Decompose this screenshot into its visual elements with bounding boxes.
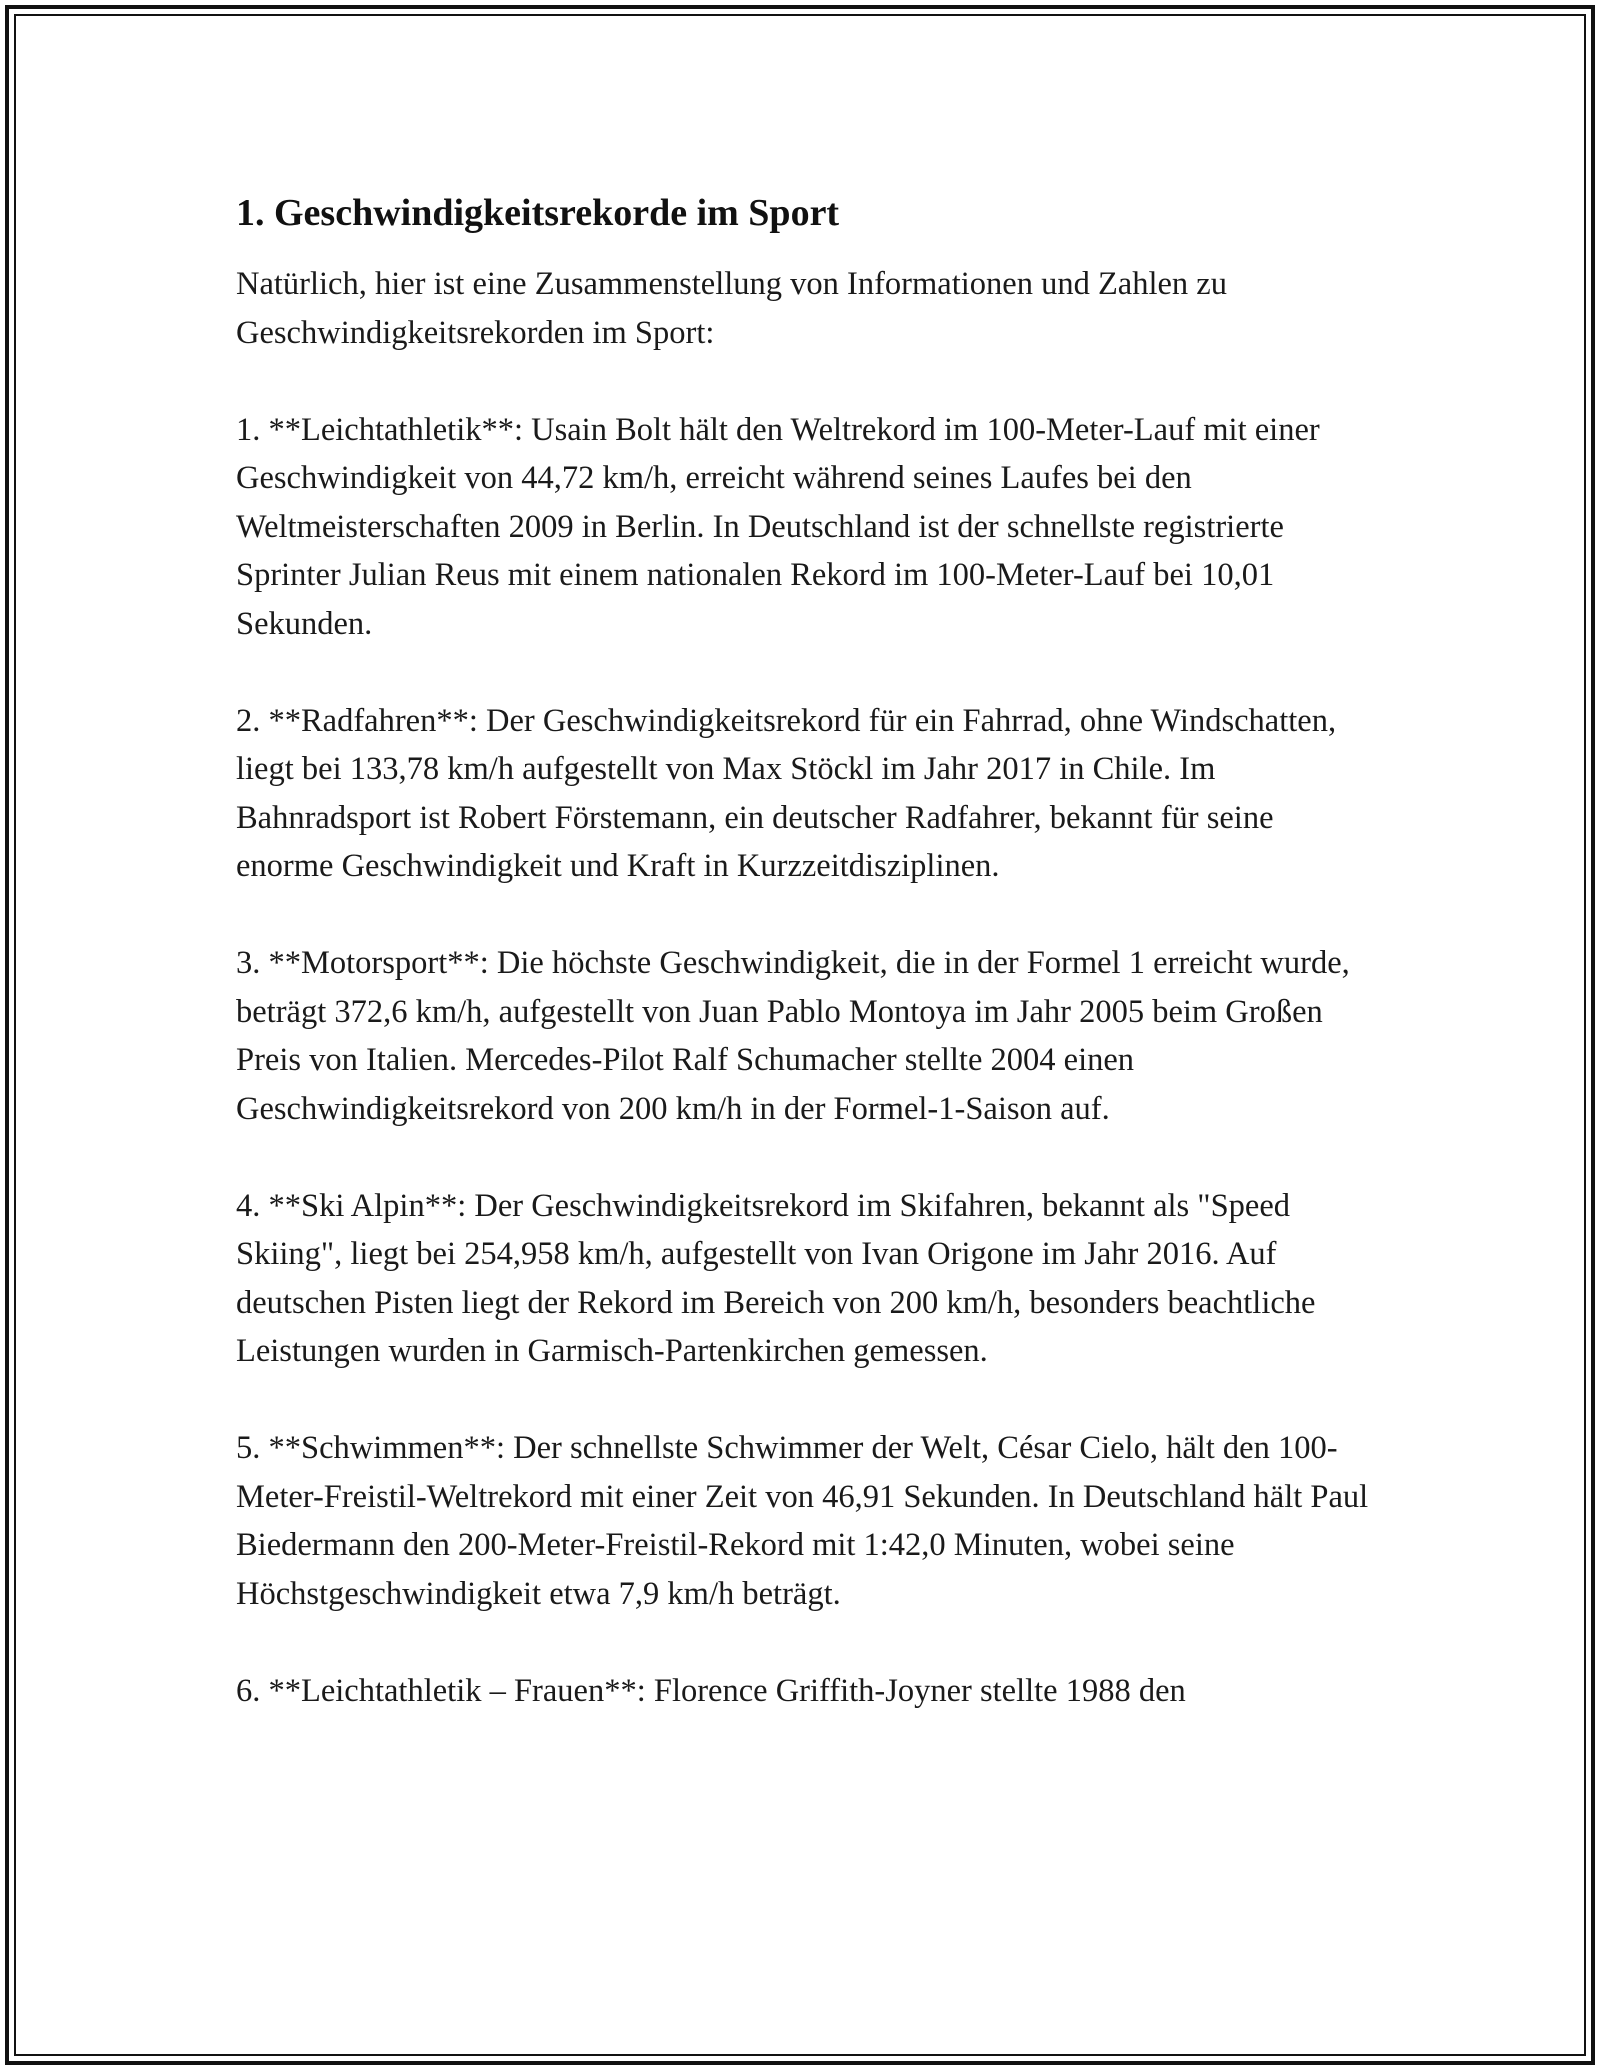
item-schwimmen: 5. **Schwimmen**: Der schnellste Schwimmer der Welt, César Cielo, hält den 100-Meter-Freistil-Weltrekord mit einer Zeit von 46,91 Sekunden. In Deutschland hält Paul Biedermann den 200-Meter-Freistil-Rekord mit 1:42,0 Minuten, wobei seine Höchstgeschwindigkeit etwa 7,9 km/h beträgt. bbox=[236, 1430, 1369, 1612]
item-radfahren: 2. **Radfahren**: Der Geschwindigkeitsrekord für ein Fahrrad, ohne Windschatten, liegt bei 133,78 km/h aufgestellt von Max Stöckl im Jahr 2017 in Chile. Im Bahnradsport ist Robert Förstemann, ein deutscher Radfahrer, bekannt für seine enorme Geschwindigkeit und Kraft in Kurzzeitdisziplinen. bbox=[236, 702, 1337, 884]
document-page bbox=[236, 188, 1376, 1764]
document-heading: 1. Geschwindigkeitsrekorde im Sport bbox=[236, 192, 840, 234]
item-motorsport: 3. **Motorsport**: Die höchste Geschwindigkeit, die in der Formel 1 erreicht wurde, beträgt 372,6 km/h, aufgestellt von Juan Pablo Montoya im Jahr 2005 beim Großen Preis von Italien. Mercedes-Pilot Ralf Schumacher stellte 2004 einen Geschwindigkeitsrekord von 200 km/h in der Formel-1-Saison auf. bbox=[236, 945, 1350, 1127]
item-ski-alpin: 4. **Ski Alpin**: Der Geschwindigkeitsrekord im Skifahren, bekannt als "Speed Skiing", liegt bei 254,958 km/h, aufgestellt von Ivan Origone im Jahr 2016. Auf deutschen Pisten liegt der Rekord im Bereich von 200 km/h, besonders beachtliche Leistungen wurden in Garmisch-Partenkirchen gemessen. bbox=[236, 1187, 1316, 1369]
intro-paragraph: Natürlich, hier ist eine Zusammenstellung von Informationen und Zahlen zu Geschwindigkeitsrekorden im Sport: bbox=[236, 266, 1227, 351]
item-leichtathletik: 1. **Leichtathletik**: Usain Bolt hält den Weltrekord im 100-Meter-Lauf mit einer Geschwindigkeit von 44,72 km/h, erreicht während seines Laufes bei den Weltmeisterschaften 2009 in Berlin. In Deutschland ist der schnellste registrierte Sprinter Julian Reus mit einem nationalen Rekord im 100-Meter-Lauf bei 10,01 Sekunden. bbox=[236, 411, 1320, 642]
item-leichtathletik-frauen: 6. **Leichtathletik – Frauen**: Florence Griffith-Joyner stellte 1988 den bbox=[236, 1672, 1186, 1709]
